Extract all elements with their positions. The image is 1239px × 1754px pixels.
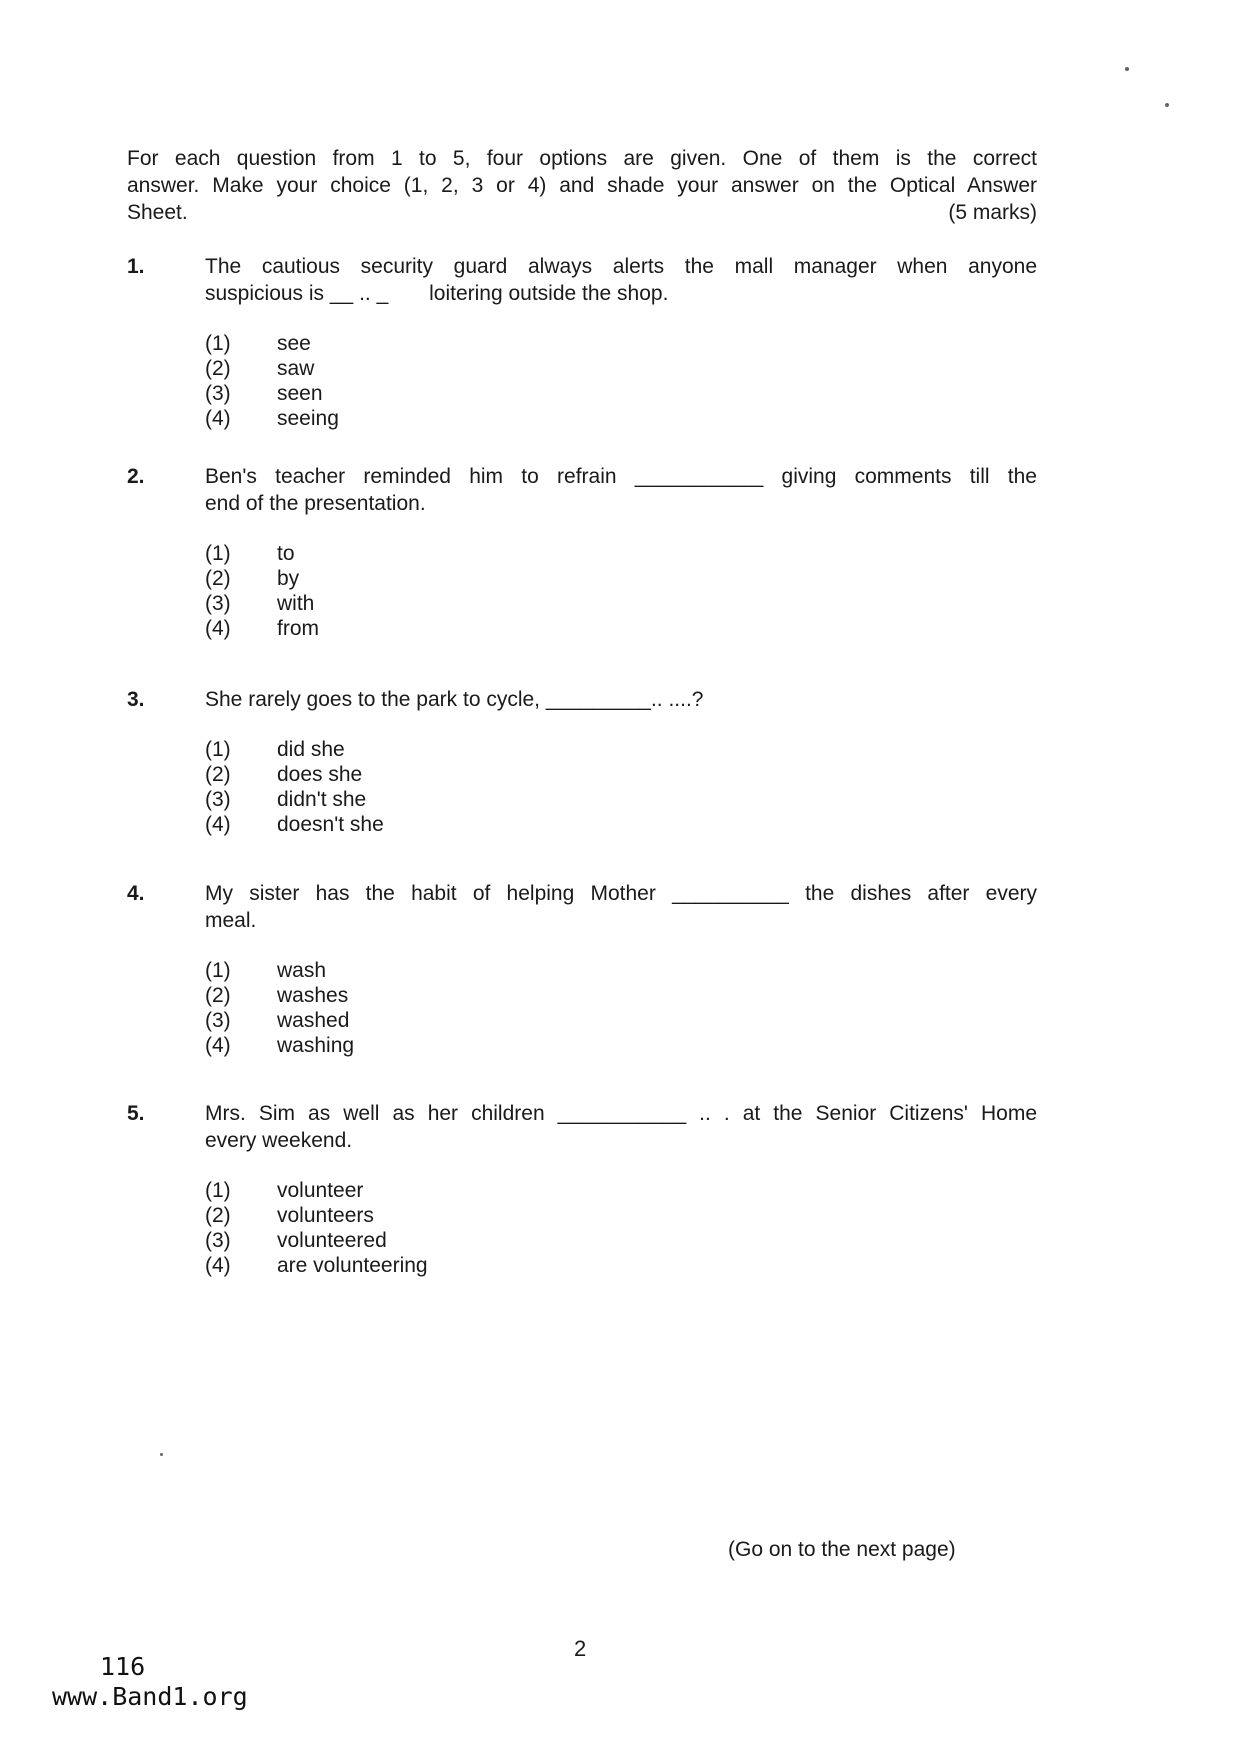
option-text: doesn't she xyxy=(277,813,384,836)
option-text: wash xyxy=(277,959,327,982)
question-4 xyxy=(127,880,1037,1058)
option-text: volunteers xyxy=(277,1204,374,1227)
option-4-3 xyxy=(205,1008,1037,1033)
question-1-text-line-2: suspicious is __ .. _ loitering outside the shop. xyxy=(205,282,669,305)
option-2-2 xyxy=(205,566,1037,591)
instructions-line-3 xyxy=(127,199,1037,226)
option-text: by xyxy=(277,567,300,590)
option-label: (1) xyxy=(205,332,231,355)
option-label: (4) xyxy=(205,617,231,640)
scan-speck xyxy=(1165,103,1169,107)
option-label: (1) xyxy=(205,738,231,761)
source-watermark: www.Band1.org xyxy=(52,1682,248,1711)
option-text: with xyxy=(277,592,315,615)
option-text: seen xyxy=(277,382,323,405)
scan-speck xyxy=(1125,67,1129,71)
option-label: (4) xyxy=(205,407,231,430)
option-1-1 xyxy=(205,331,1037,356)
scan-speck xyxy=(160,1453,163,1456)
option-4-4 xyxy=(205,1033,1037,1058)
option-label: (1) xyxy=(205,959,231,982)
option-text: washes xyxy=(277,984,349,1007)
option-5-1 xyxy=(205,1178,1037,1203)
option-3-2 xyxy=(205,762,1037,787)
instructions-line-1: For each question from 1 to 5, four options are given. One of them is the correct xyxy=(127,147,1037,170)
option-label: (2) xyxy=(205,1204,231,1227)
option-text: washing xyxy=(277,1034,355,1057)
question-2-text-line-1: Ben's teacher reminded him to refrain ___________ giving comments till the xyxy=(205,465,1037,488)
option-text: saw xyxy=(277,357,315,380)
marks-label: (5 marks) xyxy=(948,201,1037,224)
instructions-line-2: answer. Make your choice (1, 2, 3 or 4) and shade your answer on the Optical Answer xyxy=(127,174,1037,197)
option-1-4 xyxy=(205,406,1037,431)
question-2-options xyxy=(205,541,1037,641)
option-5-2 xyxy=(205,1203,1037,1228)
question-1-number: 1. xyxy=(127,255,145,278)
question-3-number: 3. xyxy=(127,688,145,711)
question-4-text-line-1: My sister has the habit of helping Mother __________ the dishes after every xyxy=(205,882,1037,905)
question-1-text-line-1: The cautious security guard always alerts the mall manager when anyone xyxy=(205,255,1037,278)
corner-number: 116 xyxy=(100,1652,146,1681)
option-label: (2) xyxy=(205,763,231,786)
option-3-4 xyxy=(205,812,1037,837)
question-3 xyxy=(127,686,1037,837)
option-1-3 xyxy=(205,381,1037,406)
option-text: volunteered xyxy=(277,1229,387,1252)
option-text: from xyxy=(277,617,319,640)
option-5-3 xyxy=(205,1228,1037,1253)
option-label: (1) xyxy=(205,542,231,565)
instructions-block xyxy=(127,145,1037,226)
option-3-1 xyxy=(205,737,1037,762)
question-5-text-line-1: Mrs. Sim as well as her children ___________ .. . at the Senior Citizens' Home xyxy=(205,1102,1037,1125)
question-1-options xyxy=(205,331,1037,431)
option-2-1 xyxy=(205,541,1037,566)
option-3-3 xyxy=(205,787,1037,812)
option-label: (4) xyxy=(205,1254,231,1277)
option-label: (3) xyxy=(205,592,231,615)
option-label: (3) xyxy=(205,788,231,811)
option-label: (4) xyxy=(205,813,231,836)
question-4-options xyxy=(205,958,1037,1058)
instructions-sheet-label: Sheet. xyxy=(127,201,188,224)
question-5 xyxy=(127,1100,1037,1278)
option-1-2 xyxy=(205,356,1037,381)
option-2-3 xyxy=(205,591,1037,616)
option-text: to xyxy=(277,542,295,565)
question-5-text-line-2: every weekend. xyxy=(205,1129,353,1152)
option-text: didn't she xyxy=(277,788,367,811)
question-4-text-line-2: meal. xyxy=(205,909,257,932)
question-1 xyxy=(127,253,1037,431)
option-label: (3) xyxy=(205,1009,231,1032)
question-3-text-line-1: She rarely goes to the park to cycle, _________.. ....? xyxy=(205,688,704,711)
option-label: (2) xyxy=(205,357,231,380)
question-5-options xyxy=(205,1178,1037,1278)
question-3-options xyxy=(205,737,1037,837)
option-label: (4) xyxy=(205,1034,231,1057)
question-5-number: 5. xyxy=(127,1102,145,1125)
option-5-4 xyxy=(205,1253,1037,1278)
page-number: 2 xyxy=(574,1636,587,1661)
option-label: (3) xyxy=(205,382,231,405)
option-label: (1) xyxy=(205,1179,231,1202)
question-2-number: 2. xyxy=(127,465,145,488)
option-label: (2) xyxy=(205,984,231,1007)
option-4-1 xyxy=(205,958,1037,983)
continue-note: (Go on to the next page) xyxy=(728,1538,956,1561)
option-text: did she xyxy=(277,738,345,761)
option-text: seeing xyxy=(277,407,339,430)
option-4-2 xyxy=(205,983,1037,1008)
option-text: are volunteering xyxy=(277,1254,428,1277)
option-text: does she xyxy=(277,763,363,786)
option-label: (2) xyxy=(205,567,231,590)
question-4-number: 4. xyxy=(127,882,145,905)
question-2-text-line-2: end of the presentation. xyxy=(205,492,426,515)
option-text: volunteer xyxy=(277,1179,364,1202)
option-text: washed xyxy=(277,1009,350,1032)
option-label: (3) xyxy=(205,1229,231,1252)
question-2 xyxy=(127,463,1037,641)
option-2-4 xyxy=(205,616,1037,641)
option-text: see xyxy=(277,332,311,355)
